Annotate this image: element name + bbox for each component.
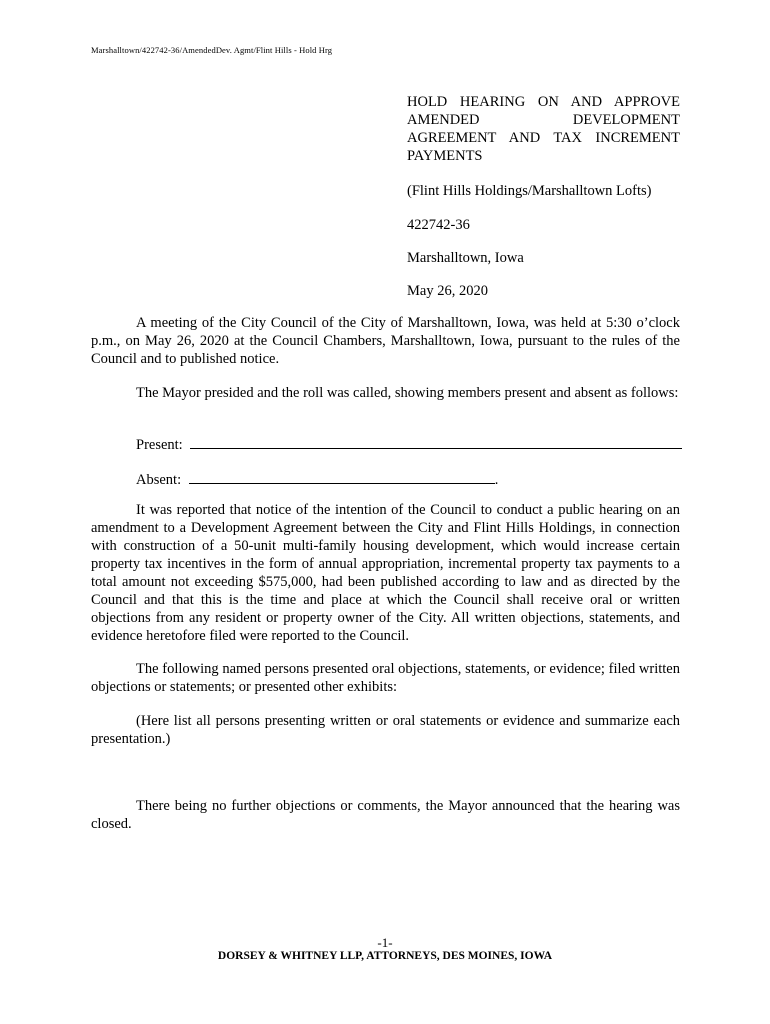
title-block xyxy=(407,93,680,300)
firm-footer: DORSEY & WHITNEY LLP, ATTORNEYS, DES MOINES, IOWA xyxy=(217,950,553,962)
title-line-3: AGREEMENT AND TAX INCREMENT xyxy=(407,130,680,146)
document-title xyxy=(407,93,680,165)
paragraph-hearing-notice: It was reported that notice of the intention of the Council to conduct a public hearing on an amendment to a Development Agreement between the City and Flint Hills Holdings, in connection with construction of a 50-unit multi-family housing development, which would increase certain property tax incentives in the form of annual appropriation, incremental property tax payments to a total amount not exceeding $575,000, had been published according to law and as directed by the Council and that this is the time and place at which the Council shall receive oral or written objections from any resident or property owner of the City. All written objections, statements, and evidence heretofore filed were reported to the Council. xyxy=(91,502,680,644)
paragraph-roll-call: The Mayor presided and the roll was called, showing members present and absent as follows: xyxy=(136,385,679,401)
absent-label: Absent: xyxy=(136,472,182,488)
meeting-date: May 26, 2020 xyxy=(407,283,488,299)
paragraph-meeting: A meeting of the City Council of the City of Marshalltown, Iowa, was held at 5:30 o’clock p.m., on May 26, 2020 at the Council Chambers, Marshalltown, Iowa, pursuant to the rules of the Council and to published notice. xyxy=(91,315,680,367)
present-blank-line xyxy=(190,434,682,449)
absent-trailer: . xyxy=(494,472,499,488)
project-name: (Flint Hills Holdings/Marshalltown Lofts) xyxy=(407,183,652,199)
title-line-1: HOLD HEARING ON AND APPROVE xyxy=(407,94,680,110)
title-line-2: AMENDED DEVELOPMENT xyxy=(407,112,680,128)
file-number: 422742-36 xyxy=(407,217,470,233)
absent-blank-line xyxy=(189,469,495,484)
absent-line xyxy=(136,469,498,489)
page-number: -1- xyxy=(377,935,393,950)
paragraph-objections: The following named persons presented oral objections, statements, or evidence; filed written objections or statements; or presented other exhibits: xyxy=(91,661,680,695)
location: Marshalltown, Iowa xyxy=(407,250,524,266)
title-line-4: PAYMENTS xyxy=(407,148,483,164)
document-reference-header: Marshalltown/422742-36/AmendedDev. Agmt/Flint Hills - Hold Hrg xyxy=(91,45,333,55)
present-label: Present: xyxy=(136,437,183,453)
present-line xyxy=(136,434,682,454)
paragraph-hearing-closed: There being no further objections or comments, the Mayor announced that the hearing was closed. xyxy=(91,798,680,832)
paragraph-presenters: (Here list all persons presenting written or oral statements or evidence and summarize each presentation.) xyxy=(91,713,680,747)
